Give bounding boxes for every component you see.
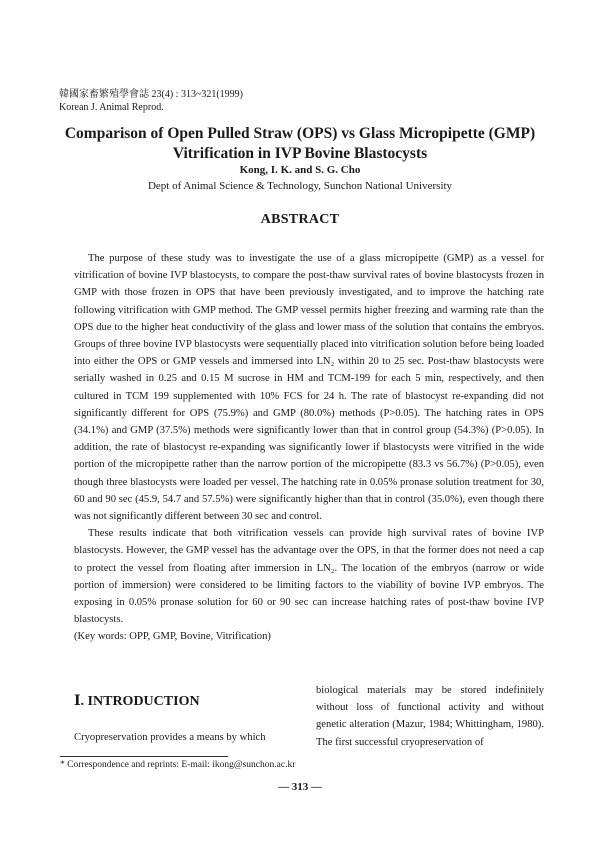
affiliation: Dept of Animal Science & Technology, Sunchon National University [147,180,453,192]
intro-left-column: Cryopreservation provides a means by which [74,732,266,743]
intro-right-column: biological materials may be stored indefinitely without loss of functional activity and without genetic alteration (Mazur, 1984; Whittingham, 1980). The first successful cryopreservation of [316,685,544,748]
abstract-paragraph-2: These results indicate that both vitrification vessels can provide high survival rates of bovine IVP blastocysts. However, the GMP vessel has the advantage over the OPS, in that the former does not need a cap to protect the vessel from floating after immersion in LN₂. The location of the embryos (narrow or wide portion of immersion) were considered to be limiting factors to the viability of bovine IVP embryos. The exposing in 0.05% pronase solution for 60 or 90 sec can increase hatching rates of post-thaw bovine IVP blastocysts. [74,528,544,626]
page-number: — 313 — [278,781,322,793]
abstract-paragraph-1: The purpose of these study was to investigate the use of a glass micropipette (GMP) as a vessel for vitrification of bovine IVP blastocysts, to compare the post-thaw survival rates of bovine blastocysts frozen in GMP with those frozen in OPS that have been previously investigated, and to improve the hatching rate following vitrification with GMP method. The GMP vessel permits higher freezing and warming rate than the OPS due to the higher heat conductivity of the glass and lower mass of the solution that contains the embryos. Groups of three bovine IVP blastocysts were sequentially placed into vitrification solution before being loaded into either the OPS or GMP vessels and immersed into LN₂ within 20 to 25 sec. Post-thaw blastocysts were serially washed in 0.25 and 0.15 M sucrose in HM and TCM-199 for each 5 min, respectively, and then cultured in TCM 199 supplemented with 10% FCS for 24 h. The rate of blastocyst re-expanding did not significantly different for OPS (75.9%) and GMP (80.0%) methods (P>0.05). The hatching rates in OPS (34.1%) and GMP (37.5%) methods were significantly lower than that in control group (54.3%) (P>0.05). In addition, the rate of blastocyst re-expanding was significantly lower if blastocysts were vitrified in the wide portion of the micropipette rather than the narrow portion of the micropipette (83.3 vs 56.7%) (P>0.05), even though three blastocysts were loaded per vessel. The hatching rate in 0.05% pronase solution treatment for 30, 60 and 90 sec (45.9, 54.7 and 57.5%) were significantly higher than that in control (35.0%), even though there was not significantly different between 30 sec and control. [74,253,544,523]
abstract-body [74,250,544,646]
journal-line-korean: 韓國家畜繁殖學會誌 23(4) : 313~321(1999) [59,89,244,100]
footnote: * Correspondence and reprints: E-mail: ikong@sunchon.ac.kr [60,760,296,770]
title-line-2: Vitrification in IVP Bovine Blastocysts [172,145,428,162]
title-line-1: Comparison of Open Pulled Straw (OPS) vs Glass Micropipette (GMP) [64,125,536,142]
paper-title [30,124,570,164]
journal-line-english: Korean J. Animal Reprod. [59,102,164,113]
footnote-divider [60,756,228,757]
journal-citation [59,88,243,114]
abstract-heading: ABSTRACT [260,212,340,227]
authors: Kong, I. K. and S. G. Cho [239,164,361,176]
section-heading-introduction: Ⅰ. INTRODUCTION [74,694,200,709]
keywords: (Key words: OPP, GMP, Bovine, Vitrification) [74,631,271,643]
